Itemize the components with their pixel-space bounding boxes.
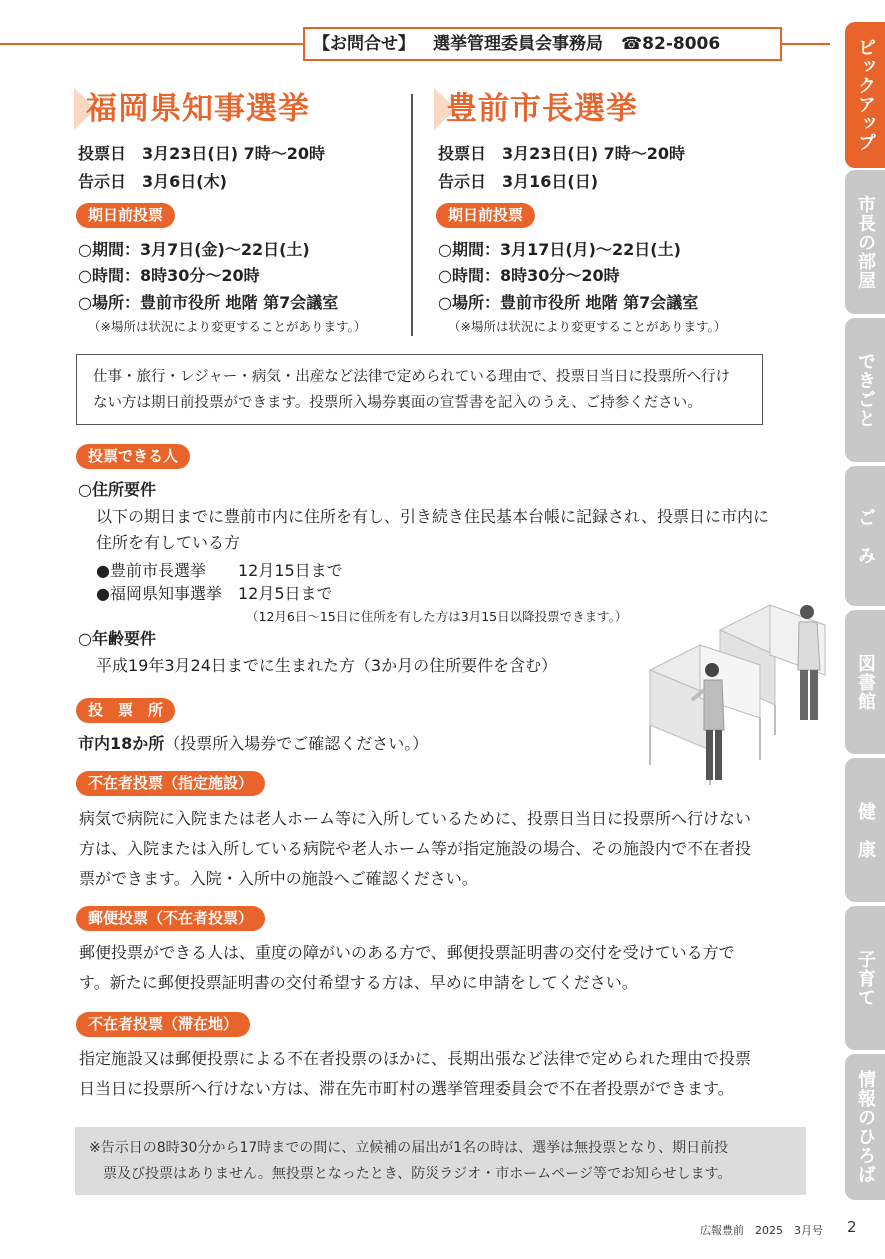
- mayor-place-note: （※場所は状況により変更することがあります。）: [448, 319, 727, 334]
- polling-stations-badge: 投 票 所: [76, 698, 175, 723]
- governor-notice-day: 告示日 3月6日(木): [78, 172, 227, 191]
- tab-pickup[interactable]: ピックアップ: [845, 22, 885, 168]
- mayor-notice-day: 告示日 3月16日(日): [438, 172, 599, 191]
- tab-garbage[interactable]: ご み: [845, 466, 885, 606]
- uncontested-election-note: ※告示日の8時30分から17時までの間に、立候補の届出が1名の時は、選挙は無投票となり、期日前投 票及び投票はありません。無投票となったとき、防災ラジオ・市ホームページ等でお知らせします。: [75, 1127, 806, 1195]
- governor-place-note: （※場所は状況により変更することがあります。）: [88, 319, 367, 334]
- publication-footer: 広報豊前 2025 3月号: [700, 1224, 823, 1237]
- residence-text-line1: 以下の期日までに豊前市内に住所を有し、引き続き住民基本台帳に記録され、投票日に市内に: [96, 507, 769, 526]
- age-requirement-heading: ○年齢要件: [78, 629, 156, 648]
- governor-early-period: ○期間：3月7日(金)〜22日(土): [78, 240, 310, 259]
- tab-info[interactable]: 情報のひろば: [845, 1054, 885, 1200]
- early-note-line2: ない方は期日前投票ができます。投票所入場券裏面の宣誓書を記入のうえ、ご持参ください。: [93, 395, 702, 411]
- tab-health[interactable]: 健 康: [845, 758, 885, 902]
- mayor-residence-deadline: ●豊前市長選挙 12月15日まで: [96, 561, 343, 580]
- tab-events[interactable]: できごと: [845, 318, 885, 462]
- governor-early-place: ○場所：豊前市役所 地階 第7会議室: [78, 293, 339, 312]
- absentee-facility-badge: 不在者投票（指定施設）: [76, 771, 265, 796]
- governor-residence-deadline: ●福岡県知事選挙 12月5日まで: [96, 584, 333, 603]
- governor-residence-note: （12月6日〜15日に住所を有した方は3月15日以降投票できます。）: [246, 609, 628, 624]
- residence-requirement-heading: ○住所要件: [78, 480, 156, 499]
- contact-phone: ☎82-8006: [621, 34, 721, 54]
- contact-office: 選挙管理委員会事務局: [433, 34, 603, 54]
- column-divider: [411, 94, 413, 336]
- mayor-early-place: ○場所：豊前市役所 地階 第7会議室: [438, 293, 699, 312]
- residence-text-line2: 住所を有している方: [96, 533, 241, 552]
- mayor-vote-day: 投票日 3月23日(日) 7時〜20時: [438, 144, 685, 163]
- absentee-facility-text: 病気で病院に入院または老人ホーム等に入所しているために、投票日当日に投票所へ行けない 方は、入院または入所している病院や老人ホーム等が指定施設の場合、その施設内で不在者投 票ができます。入院・入所中の施設へご確認ください。: [79, 809, 752, 888]
- contact-label: 【お問合せ】: [313, 34, 415, 54]
- early-note-line1: 仕事・旅行・レジャー・病気・出産など法律で定められている理由で、投票日当日に投票所へ行け: [93, 369, 731, 385]
- page-number: 2: [847, 1218, 857, 1236]
- mayor-early-time: ○時間：8時30分〜20時: [438, 266, 620, 285]
- governor-election-title: 福岡県知事選挙: [86, 91, 310, 127]
- eligible-voters-badge: 投票できる人: [76, 444, 190, 469]
- absentee-stay-text: 指定施設又は郵便投票による不在者投票のほかに、長期出張など法律で定められた理由で投票 日当日に投票所へ行けない方は、滞在先市町村の選挙管理委員会で不在者投票ができます。: [79, 1049, 752, 1098]
- postal-voting-badge: 郵便投票（不在者投票）: [76, 906, 265, 931]
- postal-voting-text: 郵便投票ができる人は、重度の障がいのある方で、郵便投票証明書の交付を受けている方で す。新たに郵便投票証明書の交付希望する方は、早めに申請をしてください。: [79, 943, 735, 992]
- governor-early-time: ○時間：8時30分〜20時: [78, 266, 260, 285]
- absentee-stay-badge: 不在者投票（滞在地）: [76, 1012, 250, 1037]
- mayor-election-title: 豊前市長選挙: [446, 91, 638, 127]
- tab-library[interactable]: 図書館: [845, 610, 885, 754]
- governor-early-vote-badge: 期日前投票: [76, 203, 175, 228]
- polling-station-count: 市内18か所（投票所入場券でご確認ください。）: [78, 734, 429, 753]
- tab-childcare[interactable]: 子育て: [845, 906, 885, 1050]
- voting-booth-illustration: [620, 600, 835, 790]
- age-requirement-text: 平成19年3月24日までに生まれた方（3か月の住所要件を含む）: [96, 656, 558, 675]
- mayor-early-vote-badge: 期日前投票: [436, 203, 535, 228]
- contact-box: [303, 27, 782, 61]
- tab-mayor-room[interactable]: 市長の部屋: [845, 170, 885, 314]
- early-vote-note: [76, 354, 763, 425]
- mayor-early-period: ○期間：3月17日(月)〜22日(土): [438, 240, 681, 259]
- governor-vote-day: 投票日 3月23日(日) 7時〜20時: [78, 144, 325, 163]
